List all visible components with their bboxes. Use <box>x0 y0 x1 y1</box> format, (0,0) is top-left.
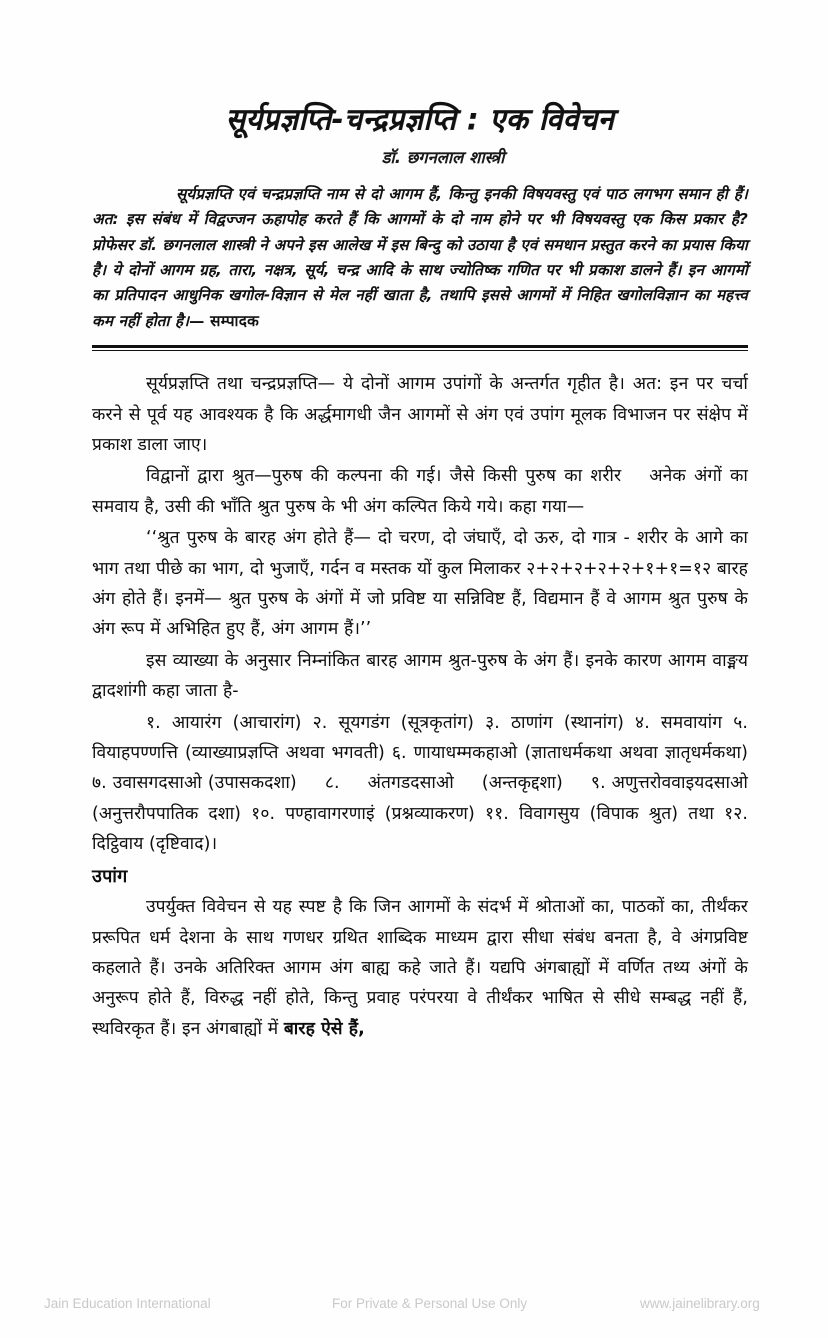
footer-left-text: Jain Education International <box>44 1296 211 1311</box>
title-block <box>92 101 748 168</box>
agama-list-segment-a: १. आयारंग (आचारांग) २. सूयगडंग (सूत्रकृतांग) ३. ठाणांग (स्थानांग) ४. समवायांग ५. वियाहपण्णत्ति (व्याख्याप्रज्ञप्ति अथवा भगवती) ६. णायाधम्मकहाओ (ज्ञाताधर्मकथा अथवा ज्ञातृधर्मकथा) ७. उवासगदसाओ (उपासकदशा) <box>92 712 748 794</box>
author-byline: डॉ. छगनलाल शास्त्री <box>381 147 505 167</box>
paragraph-4-emphasis: बारह ऐसे हैं, <box>283 1018 365 1039</box>
paragraph-2-part2: अनेक अंगों का समवाय है, उसी की भाँति श्रुत पुरुष के भी अंग कल्पित किये गये। कहा गया— <box>92 466 748 517</box>
footer-website-link[interactable]: www.jainelibrary.org <box>640 1296 760 1311</box>
agama-item-8-alt: (अन्तकृद्दशा) <box>481 773 563 794</box>
agama-item-8-number: ८. <box>324 773 340 794</box>
footer-center-text: For Private & Personal Use Only <box>332 1296 528 1311</box>
page-content <box>92 0 748 1045</box>
section-divider-rule <box>92 345 748 351</box>
editor-abstract <box>92 182 748 334</box>
paragraph-3: इस व्याख्या के अनुसार निम्नांकित बारह आगम श्रुत-पुरुष के अंग हैं। इनके कारण आगम वाङ्मय द्वादशांगी कहा जाता है- <box>92 650 748 702</box>
agama-item-8-name: अंतगडदसाओ <box>367 773 454 794</box>
paragraph-1: सूर्यप्रज्ञप्ति तथा चन्द्रप्रज्ञप्ति— ये दोनों आगम उपांगों के अन्तर्गत गृहीत है। अत: इन पर चर्चा करने से पूर्व यह आवश्यक है कि अर्द्धमागधी जैन आगमों से अंग एवं उपांग मूलक विभाजन पर संक्षेप में प्रकाश डाला जाए। <box>92 374 748 456</box>
body-text <box>92 369 748 1044</box>
paragraph-4 <box>92 892 748 1044</box>
agama-item-9-number: ९. <box>590 773 606 794</box>
quoted-passage: ‘‘श्रुत पुरुष के बारह अंग होते हैं— दो चरण, दो जंघाएँ, दो ऊरु, दो गात्र - शरीर के आगे का भाग तथा पीछे का भाग, दो भुजाएँ, गर्दन व मस्तक यों कुल मिलाकर २+२+२+२+२+१+१=१२ बारह अंग होते हैं। इनमें— श्रुत पुरुष के अंगों में जो प्रविष्ट या सन्निविष्ट हैं, विद्यमान हैं वे आगम श्रुत पुरुष के अंग रूप में अभिहित हुए हैं, अंग आगम हैं।’’ <box>92 528 748 640</box>
page-footer <box>0 1296 828 1320</box>
abstract-text: सूर्यप्रज्ञप्ति एवं चन्द्रप्रज्ञप्ति नाम से दो आगम हैं, किन्तु इनकी विषयवस्तु एवं पाठ लगभग समान ही हैं। अत: इस संबंध में विद्वज्जन ऊहापोह करते हैं कि आगमों के दो नाम होने पर भी विषयवस्तु एक किस प्रकार है? प्रोफेसर डॉ. छगनलाल शास्त्री ने अपने इस आलेख में इस बिन्दु को उठाया है एवं समधान प्रस्तुत करने का प्रयास किया है। ये दोनों आगम ग्रह, तारा, नक्षत्र, सूर्य, चन्द्र आदि के साथ ज्योतिष्क गणित पर भी प्रकाश डालने हैं। इन आगमों का प्रतिपादन आधुनिक खगोल-विज्ञान से मेल नहीं खाता है, तथापि इससे आगमों में निहित खगोलविज्ञान का महत्त्व कम नहीं होता है। <box>92 184 748 330</box>
editor-signature: — सम्पादक <box>189 311 260 330</box>
paragraph-4-text: उपर्युक्त विवेचन से यह स्पष्ट है कि जिन आगमों के संदर्भ में श्रोताओं का, पाठकों का, तीर्थंकर प्ररूपित धर्म देशना के साथ गणधर ग्रथित शाब्दिक माध्यम द्वारा सीधा संबंध बनता है, वे अंगप्रविष्ट कहलाते हैं। उनके अतिरिक्त आगम अंग बाह्य कहे जाते हैं। यद्यपि अंगबाह्यों में वर्णित तथ्य अंगों के अनुरूप होते हैं, विरुद्ध नहीं होते, किन्तु प्रवाह परंपरया वे तीर्थंकर भाषित से सीधे सम्बद्ध नहीं हैं, स्थविरकृत हैं। इन अंगबाह्यों में <box>92 897 748 1039</box>
agama-list <box>92 708 748 860</box>
page-title: सूर्यप्रज्ञप्ति-चन्द्रप्रज्ञप्ति : एक विवेचन <box>225 101 615 137</box>
section-heading-upanga: उपांग <box>92 865 128 887</box>
paragraph-2-part1: विद्वानों द्वारा श्रुत—पुरुष की कल्पना की गई। जैसे किसी पुरुष का शरीर <box>146 466 622 487</box>
abstract-indent <box>92 185 176 203</box>
paragraph-2 <box>92 461 748 522</box>
agama-list-segment-b: अणुत्तरोववाइयदसाओ (अनुत्तरौपपातिक दशा) १०. पण्हावागरणाइं (प्रश्नव्याकरण) ११. विवागसुय (विपाक श्रुत) तथा १२. दिट्ठिवाय (दृष्टिवाद)। <box>92 773 748 855</box>
